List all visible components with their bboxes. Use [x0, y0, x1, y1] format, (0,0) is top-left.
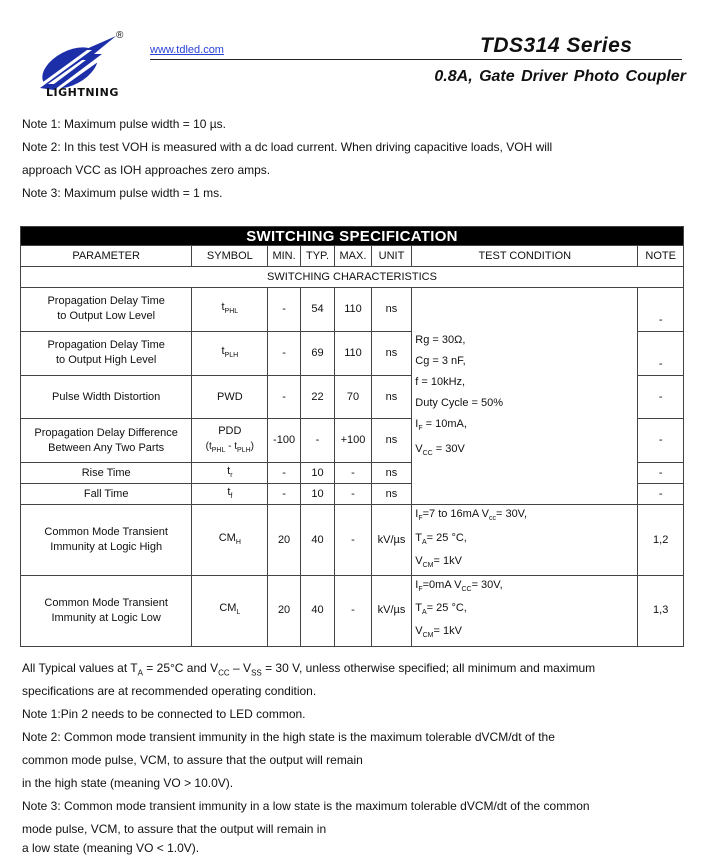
max-cell: - — [335, 484, 371, 505]
footer-note-2: Note 2: Common mode transient immunity in the high state is the maximum tolerable dVCM/dt of the — [22, 730, 555, 744]
note-cell: 1,2 — [638, 505, 684, 576]
section-switching-characteristics: SWITCHING CHARACTERISTICS — [21, 267, 684, 288]
table-row — [21, 288, 684, 332]
typ-cell: 54 — [300, 288, 334, 332]
typ-cell: - — [300, 419, 334, 463]
param-cell: Propagation Delay Time to Output High Level — [21, 331, 192, 375]
footer-note-3: Note 3: Common mode transient immunity in a low state is the maximum tolerable dVCM/dt of the common — [22, 799, 590, 813]
shared-test-condition: Rg = 30Ω, Cg = 3 nF, f = 10kHz, Duty Cycle = 50% $I_F = 10mA$, $V_{CC} = 30V$ — [412, 288, 638, 505]
max-cell: 70 — [335, 375, 371, 419]
param-cell: Propagation Delay Difference Between Any Two Parts — [21, 419, 192, 463]
note-cell: - — [638, 288, 684, 332]
symbol-cell: $CM_L$ — [192, 575, 268, 646]
top-note-3: Note 3: Maximum pulse width = 1 ms. — [22, 186, 223, 200]
max-cell: 110 — [335, 331, 371, 375]
min-cell: - — [268, 288, 300, 332]
header-min: MIN. — [268, 246, 300, 267]
top-note-2: Note 2: In this test VOH is measured with a dc load current. When driving capacitive loads, VOH will — [22, 140, 553, 154]
typ-cell: 69 — [300, 331, 334, 375]
min-cell: - — [268, 331, 300, 375]
typ-cell: 22 — [300, 375, 334, 419]
unit-cell: kV/µs — [371, 505, 412, 576]
min-cell: - — [268, 375, 300, 419]
typ-cell: 10 — [300, 463, 334, 484]
symbol-cell: $t_f$ — [192, 484, 268, 505]
footer-note-1: Note 1:Pin 2 needs to be connected to LED common. — [22, 707, 306, 721]
unit-cell: ns — [371, 331, 412, 375]
min-cell: 20 — [268, 575, 300, 646]
header-symbol: SYMBOL — [192, 246, 268, 267]
note-cell: - — [638, 484, 684, 505]
symbol-cell: $t_r$ — [192, 463, 268, 484]
min-cell: -100 — [268, 419, 300, 463]
symbol-cell: PDD $(t_{PHL} - t_{PLH})$ — [192, 419, 268, 463]
max-cell: - — [335, 463, 371, 484]
param-cell: Fall Time — [21, 484, 192, 505]
typ-cell: 40 — [300, 575, 334, 646]
unit-cell: kV/µs — [371, 575, 412, 646]
typ-cell: 10 — [300, 484, 334, 505]
max-cell: 110 — [335, 288, 371, 332]
footer-note-3-line-3: a low state (meaning VO < 1.0V). — [22, 841, 200, 855]
footer-note-3-line-2: mode pulse, VCM, to assure that the output will remain in — [22, 822, 327, 836]
header-parameter: PARAMETER — [21, 246, 192, 267]
header-divider — [150, 59, 682, 60]
unit-cell: ns — [371, 419, 412, 463]
footer-note-2-line-2: common mode pulse, VCM, to assure that the output will remain — [22, 753, 363, 767]
header-note: NOTE — [638, 246, 684, 267]
note-cell: - — [638, 331, 684, 375]
symbol-cell: $t_{PHL}$ — [192, 288, 268, 332]
header-max: MAX. — [335, 246, 371, 267]
unit-cell: ns — [371, 288, 412, 332]
table-row — [21, 575, 684, 646]
header-test-condition: TEST CONDITION — [412, 246, 638, 267]
page-header — [0, 0, 702, 110]
max-cell: - — [335, 505, 371, 576]
product-subtitle: 0.8A, Gate Driver Photo Coupler — [434, 68, 686, 85]
symbol-cell: $CM_H$ — [192, 505, 268, 576]
unit-cell: ns — [371, 463, 412, 484]
max-cell: +100 — [335, 419, 371, 463]
typical-values-note-continued: specifications are at recommended operating condition. — [22, 684, 317, 698]
symbol-cell: PWD — [192, 375, 268, 419]
switching-spec-table — [20, 226, 684, 647]
note-cell: - — [638, 419, 684, 463]
header-unit: UNIT — [371, 246, 412, 267]
typical-values-note: All Typical values at $T_A = 25^\circ C$ and $V_{CC} - V_{SS} = 30$ V, unless otherwise specified; all minimum and maximum — [22, 661, 596, 678]
test-condition-high: $I_F=7$ to 16mA $V_{cc}= 30V$, $T_A= 25$ °C, $V_{CM}= 1kV$ — [412, 505, 638, 576]
table-title: SWITCHING SPECIFICATION — [21, 227, 684, 246]
table-row — [21, 505, 684, 576]
top-note-2-continued: approach VCC as IOH approaches zero amps. — [22, 163, 271, 177]
min-cell: 20 — [268, 505, 300, 576]
param-cell: Pulse Width Distortion — [21, 375, 192, 419]
param-cell: Common Mode Transient Immunity at Logic High — [21, 505, 192, 576]
top-note-1: Note 1: Maximum pulse width = 10 µs. — [22, 117, 226, 131]
logo-text: LIGHTNING — [46, 86, 119, 99]
test-condition-low: $I_F=0mA$ $V_{CC}= 30V$, $T_A= 25$ °C, $V_{CM}= 1kV$ — [412, 575, 638, 646]
max-cell: - — [335, 575, 371, 646]
header-typ: TYP. — [300, 246, 334, 267]
param-cell: Rise Time — [21, 463, 192, 484]
unit-cell: ns — [371, 484, 412, 505]
registered-mark: ® — [116, 30, 124, 41]
typ-cell: 40 — [300, 505, 334, 576]
symbol-cell: $t_{PLH}$ — [192, 331, 268, 375]
min-cell: - — [268, 463, 300, 484]
param-cell: Common Mode Transient Immunity at Logic Low — [21, 575, 192, 646]
unit-cell: ns — [371, 375, 412, 419]
website-link[interactable]: www.tdled.com — [150, 44, 224, 56]
param-cell: Propagation Delay Time to Output Low Level — [21, 288, 192, 332]
note-cell: - — [638, 463, 684, 484]
footer-note-2-line-3: in the high state (meaning VO > 10.0V). — [22, 776, 234, 790]
note-cell: 1,3 — [638, 575, 684, 646]
series-title: TDS314 Series — [480, 34, 633, 57]
note-cell: - — [638, 375, 684, 419]
min-cell: - — [268, 484, 300, 505]
